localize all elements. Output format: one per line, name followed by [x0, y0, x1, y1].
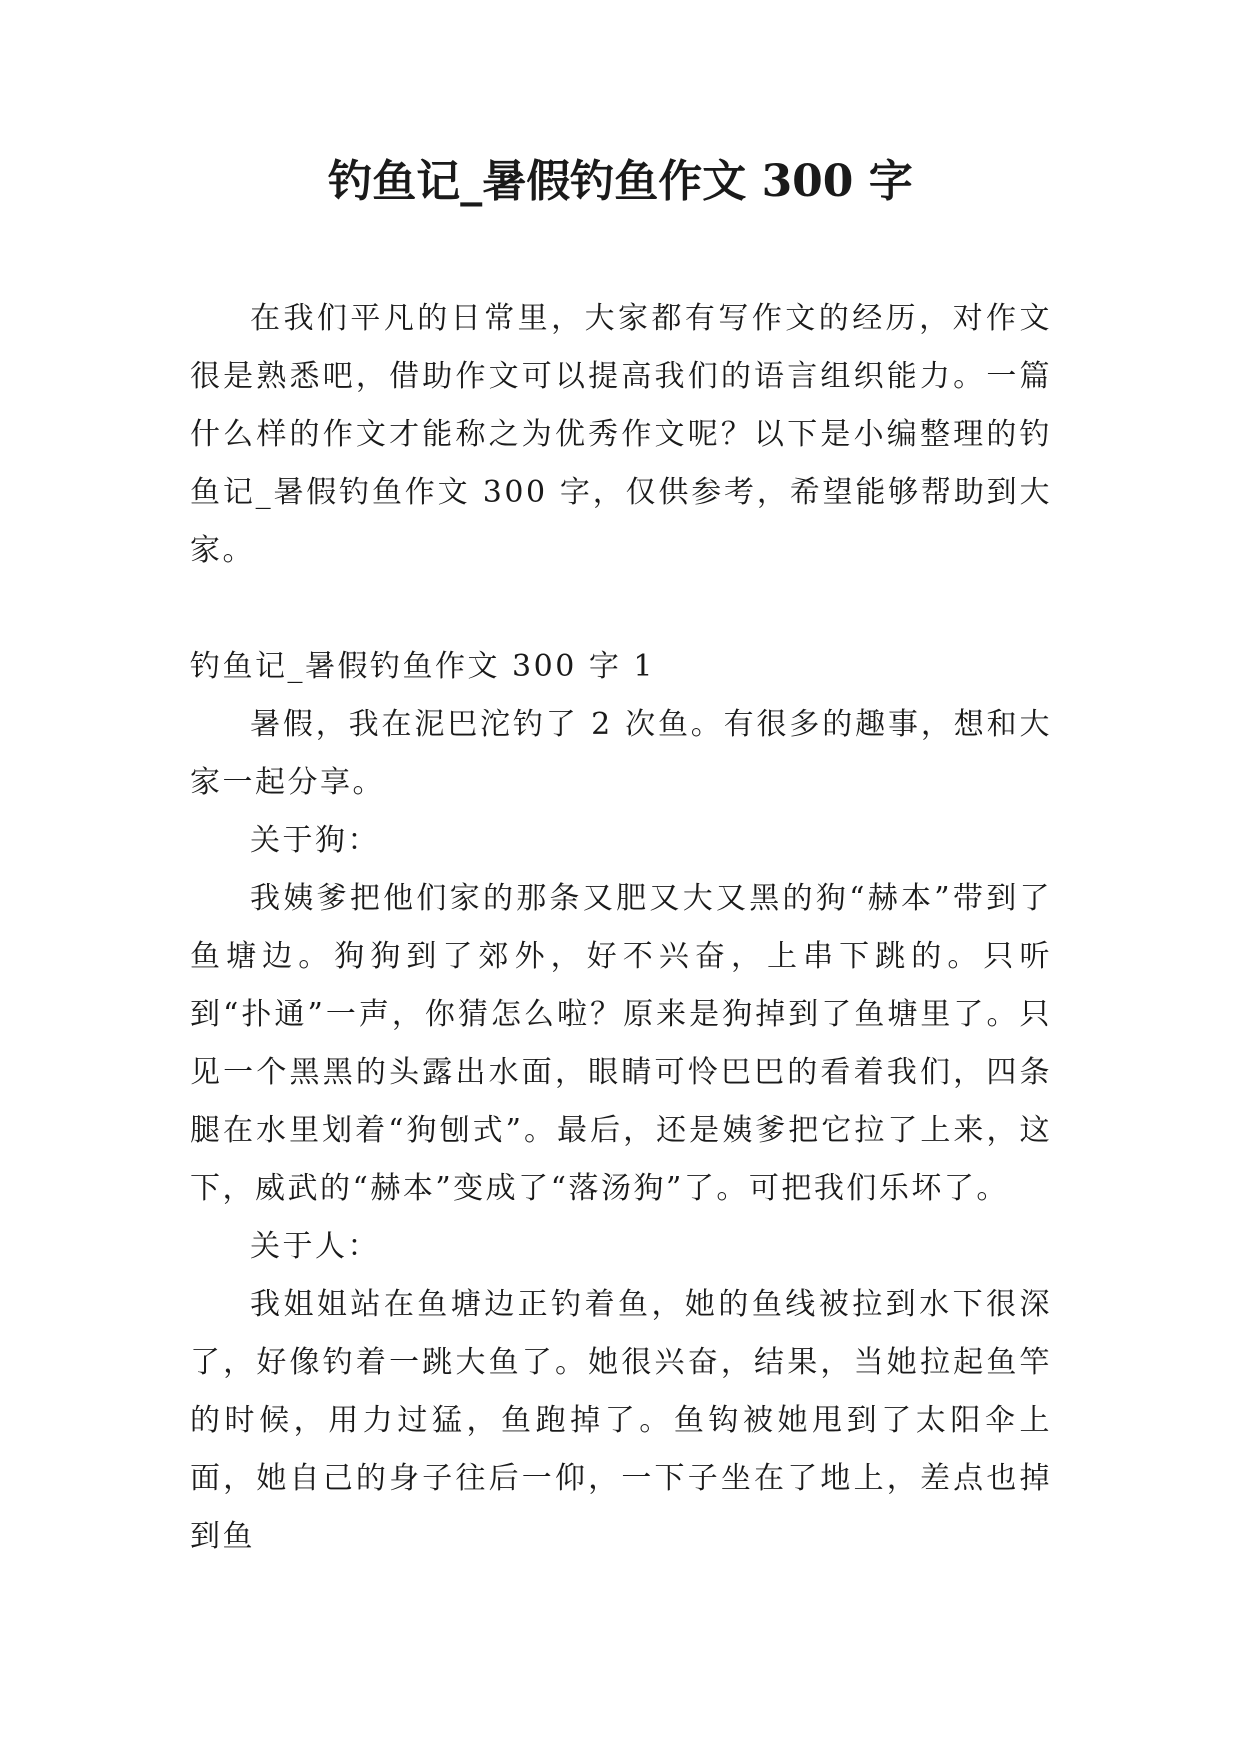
- intro-paragraph: 在我们平凡的日常里，大家都有写作文的经历，对作文很是熟悉吧，借助作文可以提高我们的语言组织能力。一篇什么样的作文才能称之为优秀作文呢？以下是小编整理的钓鱼记_暑假钓鱼作文 300 字，仅供参考，希望能够帮助到大家。: [190, 301, 1052, 568]
- page-title: 钓鱼记_暑假钓鱼作文 300 字: [328, 156, 913, 207]
- subheading-dog: 关于狗：: [250, 823, 380, 858]
- body-paragraph: 暑假，我在泥巴沱钓了 2 次鱼。有很多的趣事，想和大家一起分享。: [190, 707, 1052, 800]
- body-paragraph: 我姐姐站在鱼塘边正钓着鱼，她的鱼线被拉到水下很深了，好像钓着一跳大鱼了。她很兴奋，结果，当她拉起鱼竿的时候，用力过猛，鱼跑掉了。鱼钩被她甩到了太阳伞上面，她自己的身子往后一仰，一下子坐在了地上，差点也掉到鱼: [190, 1287, 1052, 1554]
- document-body: [190, 290, 1052, 1566]
- body-paragraph: 我姨爹把他们家的那条又肥又大又黑的狗“赫本”带到了鱼塘边。狗狗到了郊外，好不兴奋，上串下跳的。只听到“扑通”一声，你猜怎么啦？原来是狗掉到了鱼塘里了。只见一个黑黑的头露出水面，眼睛可怜巴巴的看着我们，四条腿在水里划着“狗刨式”。最后，还是姨爹把它拉了上来，这下，威武的“赫本”变成了“落汤狗”了。可把我们乐坏了。: [190, 881, 1052, 1206]
- paragraph-gap: [190, 580, 1052, 638]
- subheading-people: 关于人：: [250, 1229, 380, 1264]
- section-heading: 钓鱼记_暑假钓鱼作文 300 字 1: [190, 649, 655, 684]
